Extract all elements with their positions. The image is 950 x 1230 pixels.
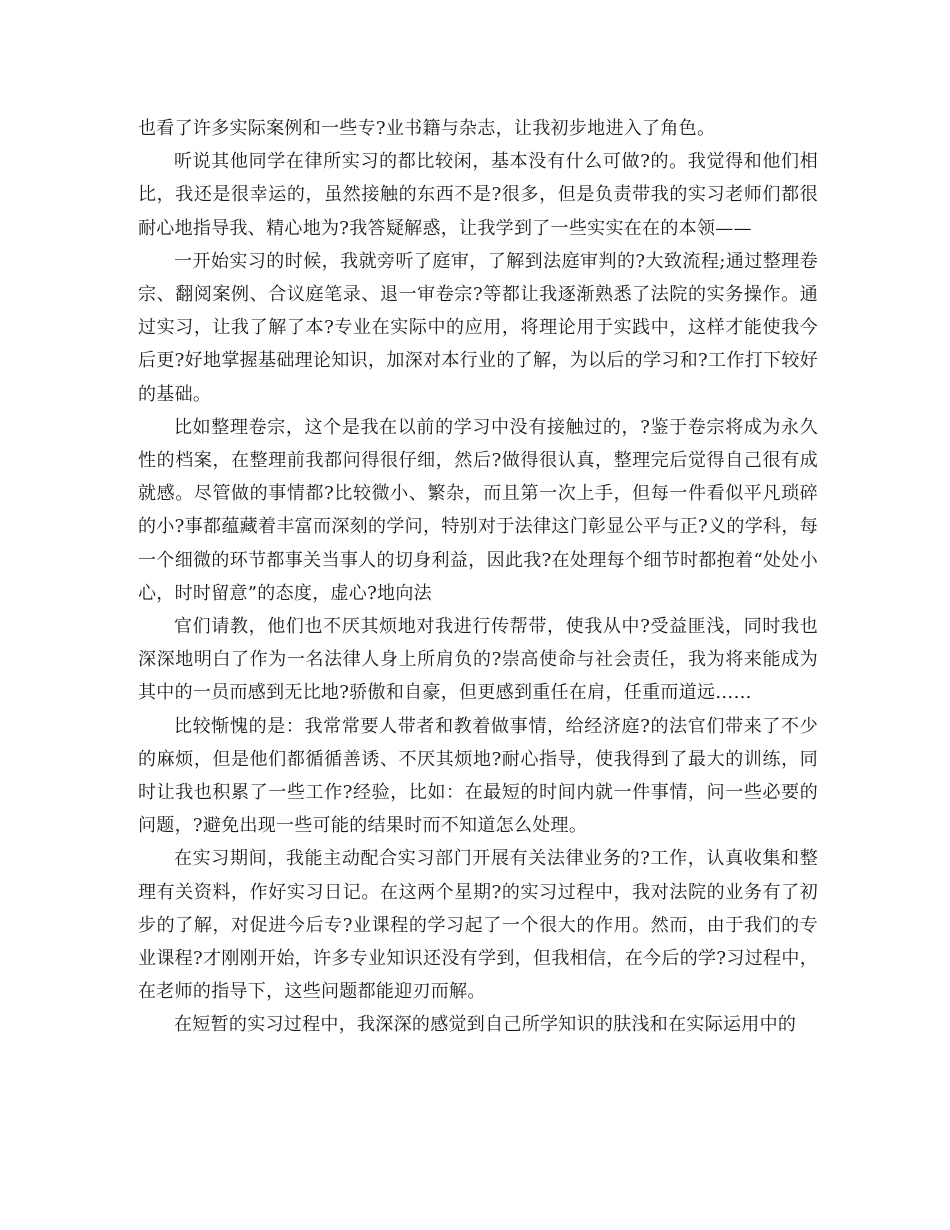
- paragraph-8: 在短暂的实习过程中，我深深的感觉到自己所学知识的肤浅和在实际运用中的: [174, 1014, 797, 1036]
- paragraph-4: 比如整理卷宗，这个是我在以前的学习中没有接触过的，?鉴于卷宗将成为永久性的档案，在整理前我都问得很仔细，然后?做得很认真，整理完后觉得自己很有成就感。尽管做的事情都?比较微小、繁杂，而且第一次上手，但每一件看似平凡琐碎的小?事都蕴藏着丰富而深刻的学问，特别对于法律这门彰显公平与正?义的学科，每一个细微的环节都事关当事人的切身利益，因此我?在处理每个细节时都抱着“处处小心，时时留意”的态度，虚心?地向法: [138, 416, 818, 604]
- paragraph-1: 也看了许多实际案例和一些专?业书籍与杂志，让我初步地进入了角色。: [138, 118, 716, 139]
- paragraph-2: 听说其他同学在律所实习的都比较闲，基本没有什么可做?的。我觉得和他们相比，我还是很幸运的，虽然接触的东西不是?很多，但是负责带我的实习老师们都很耐心地指导我、精心地为?我答疑解惑，让我学到了一些实实在在的本领——: [138, 151, 818, 239]
- paragraph-5: 官们请教，他们也不厌其烦地对我进行传帮带，使我从中?受益匪浅，同时我也深深地明白了作为一名法律人身上所肩负的?崇高使命与社会责任，我为将来能成为其中的一员而感到无比地?骄傲和自豪，但更感到重任在肩，任重而道远……: [138, 616, 818, 704]
- paragraph-7: 在实习期间，我能主动配合实习部门开展有关法律业务的?工作，认真收集和整理有关资料，作好实习日记。在这两个星期?的实习过程中，我对法院的业务有了初步的了解，对促进今后专?业课程的学习起了一个很大的作用。然而，由于我们的专业课程?才刚刚开始，许多专业知识还没有学到，但我相信，在今后的学?习过程中，在老师的指导下，这些问题都能迎刃而解。: [138, 848, 818, 1003]
- paragraph-6: 比较惭愧的是：我常常要人带者和教着做事情，给经济庭?的法官们带来了不少的麻烦，但是他们都循循善诱、不厌其烦地?耐心指导，使我得到了最大的训练，同时让我也积累了一些工作?经验，比如：在最短的时间内就一件事情，问一些必要的问题，?避免出现一些可能的结果时而不知道怎么处理。: [138, 715, 818, 837]
- document-body: [138, 112, 818, 1042]
- paragraph-3: 一开始实习的时候，我就旁听了庭审，了解到法庭审判的?大致流程;通过整理卷宗、翻阅案例、合议庭笔录、退一审卷宗?等都让我逐渐熟悉了法院的实务操作。通过实习，让我了解了本?专业在实际中的应用，将理论用于实践中，这样才能使我今后更?好地掌握基础理论知识，加深对本行业的了解，为以后的学习和?工作打下较好的基础。: [138, 250, 818, 405]
